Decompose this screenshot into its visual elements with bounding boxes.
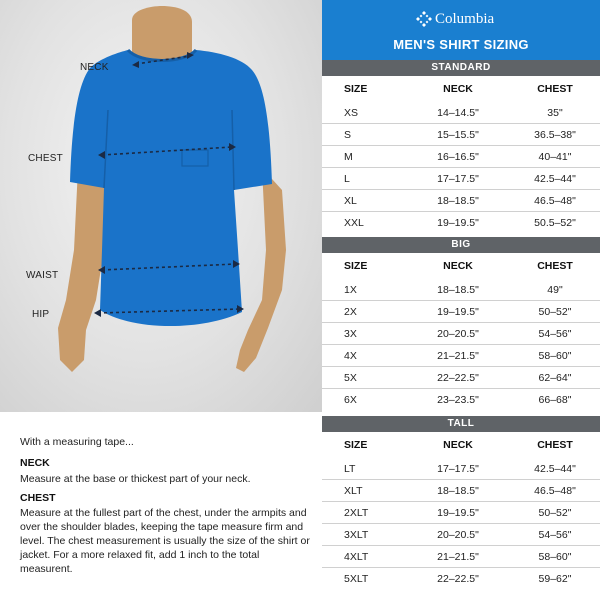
neck-heading: NECK (20, 457, 50, 469)
size-row (322, 212, 600, 234)
col-size: SIZE (344, 439, 368, 451)
neck-shape (132, 6, 192, 62)
chest-cell: 36.5–38" (534, 128, 576, 141)
chest-cell: 46.5–48" (534, 194, 576, 207)
chest-cell: 58–60" (538, 550, 572, 563)
chest-cell: 50–52" (538, 305, 572, 318)
right-arm-shape (236, 168, 286, 372)
size-row (322, 146, 600, 168)
size-cell: LT (344, 462, 356, 475)
neck-cell: 18–18.5" (437, 194, 479, 207)
size-row (322, 345, 600, 367)
size-cell: XLT (344, 484, 363, 497)
columbia-diamond-icon (416, 11, 432, 27)
col-chest: CHEST (537, 439, 573, 451)
torso-illustration (0, 0, 322, 412)
size-cell: 2X (344, 305, 357, 318)
size-row (322, 124, 600, 146)
chest-cell: 58–60" (538, 349, 572, 362)
col-neck: NECK (443, 83, 473, 95)
col-chest: CHEST (537, 83, 573, 95)
size-row (322, 102, 600, 124)
measuring-instructions (0, 412, 322, 600)
size-row (322, 524, 600, 546)
size-cell: XXL (344, 217, 364, 229)
neck-cell: 20–20.5" (437, 327, 479, 340)
neck-cell: 22–22.5" (437, 573, 479, 585)
chest-cell: 46.5–48" (534, 484, 576, 497)
size-chart (322, 0, 600, 600)
size-cell: 3X (344, 327, 357, 340)
size-cell: 6X (344, 394, 357, 406)
section-tall (322, 416, 600, 590)
chest-cell: 54–56" (538, 327, 572, 340)
neck-cell: 15–15.5" (437, 128, 479, 141)
size-cell: 5X (344, 371, 357, 384)
size-row (322, 502, 600, 524)
neck-cell: 21–21.5" (437, 349, 479, 362)
size-cell: S (344, 128, 352, 141)
neck-cell: 19–19.5" (437, 305, 479, 318)
chest-cell: 59–62" (538, 573, 572, 585)
size-row (322, 301, 600, 323)
size-row (322, 480, 600, 502)
neck-label: NECK (80, 62, 109, 73)
neck-instructions: Measure at the base or thickest part of your neck. (20, 473, 251, 485)
size-cell: 2XLT (344, 506, 369, 519)
chart-title: MEN'S SHIRT SIZING (393, 37, 529, 52)
chest-cell: 50.5–52" (534, 217, 576, 229)
size-cell: XS (344, 106, 359, 119)
neck-cell: 16–16.5" (437, 150, 479, 163)
waist-label: WAIST (26, 270, 59, 281)
column-header-row (322, 76, 600, 102)
instructions-intro: With a measuring tape... (20, 436, 134, 448)
column-header-row (322, 253, 600, 279)
size-cell: 3XLT (344, 528, 369, 541)
neck-cell: 23–23.5" (437, 394, 479, 406)
section-title: BIG (322, 237, 600, 253)
size-cell: 1X (344, 283, 357, 296)
col-size: SIZE (344, 83, 368, 95)
size-cell: XL (344, 194, 357, 207)
neck-cell: 17–17.5" (437, 462, 479, 475)
brand-logo-text: Columbia (435, 11, 495, 27)
section-big (322, 237, 600, 411)
chest-cell: 42.5–44" (534, 462, 576, 475)
size-row (322, 568, 600, 590)
size-cell: 4X (344, 349, 357, 362)
neck-cell: 18–18.5" (437, 484, 479, 497)
section-rows (322, 102, 600, 234)
body-illustration-panel (0, 0, 322, 412)
chest-cell: 50–52" (538, 506, 572, 519)
section-rows (322, 458, 600, 590)
neck-cell: 21–21.5" (437, 550, 479, 563)
col-chest: CHEST (537, 260, 573, 272)
chest-label: CHEST (28, 153, 63, 164)
size-row (322, 546, 600, 568)
hip-label: HIP (32, 309, 50, 320)
neck-cell: 19–19.5" (437, 506, 479, 519)
neck-cell: 19–19.5" (437, 217, 479, 229)
section-rows (322, 279, 600, 411)
col-size: SIZE (344, 260, 368, 272)
size-cell: L (344, 172, 350, 185)
chest-cell: 54–56" (538, 528, 572, 541)
chest-heading: CHEST (20, 492, 56, 504)
size-row (322, 190, 600, 212)
col-neck: NECK (443, 260, 473, 272)
section-standard (322, 60, 600, 234)
neck-cell: 17–17.5" (437, 172, 479, 185)
neck-cell: 18–18.5" (437, 283, 479, 296)
column-header-row (322, 432, 600, 458)
size-cell: 5XLT (344, 573, 369, 585)
chest-instructions: Measure at the fullest part of the chest, under the armpits and over the shoulder blades, keeping the tape measure firm and level. The chest measurement is usually the size of the shirt or jacket. For a more relaxed fit, add 1 inch to the total measurent. (20, 507, 310, 575)
neck-cell: 14–14.5" (437, 106, 479, 119)
size-cell: M (344, 150, 353, 163)
chest-cell: 49" (547, 283, 563, 296)
chest-cell: 35" (547, 106, 563, 119)
size-row (322, 389, 600, 411)
neck-cell: 20–20.5" (437, 528, 479, 541)
chest-cell: 40–41" (538, 150, 572, 163)
size-row (322, 323, 600, 345)
section-title: TALL (322, 416, 600, 432)
col-neck: NECK (443, 439, 473, 451)
size-row (322, 367, 600, 389)
size-row (322, 279, 600, 301)
size-cell: 4XLT (344, 550, 369, 563)
chest-cell: 42.5–44" (534, 172, 576, 185)
neck-cell: 22–22.5" (437, 371, 479, 384)
chart-header (322, 0, 600, 60)
size-row (322, 168, 600, 190)
chest-cell: 66–68" (538, 394, 572, 406)
section-title: STANDARD (322, 60, 600, 76)
size-row (322, 458, 600, 480)
chest-cell: 62–64" (538, 371, 572, 384)
